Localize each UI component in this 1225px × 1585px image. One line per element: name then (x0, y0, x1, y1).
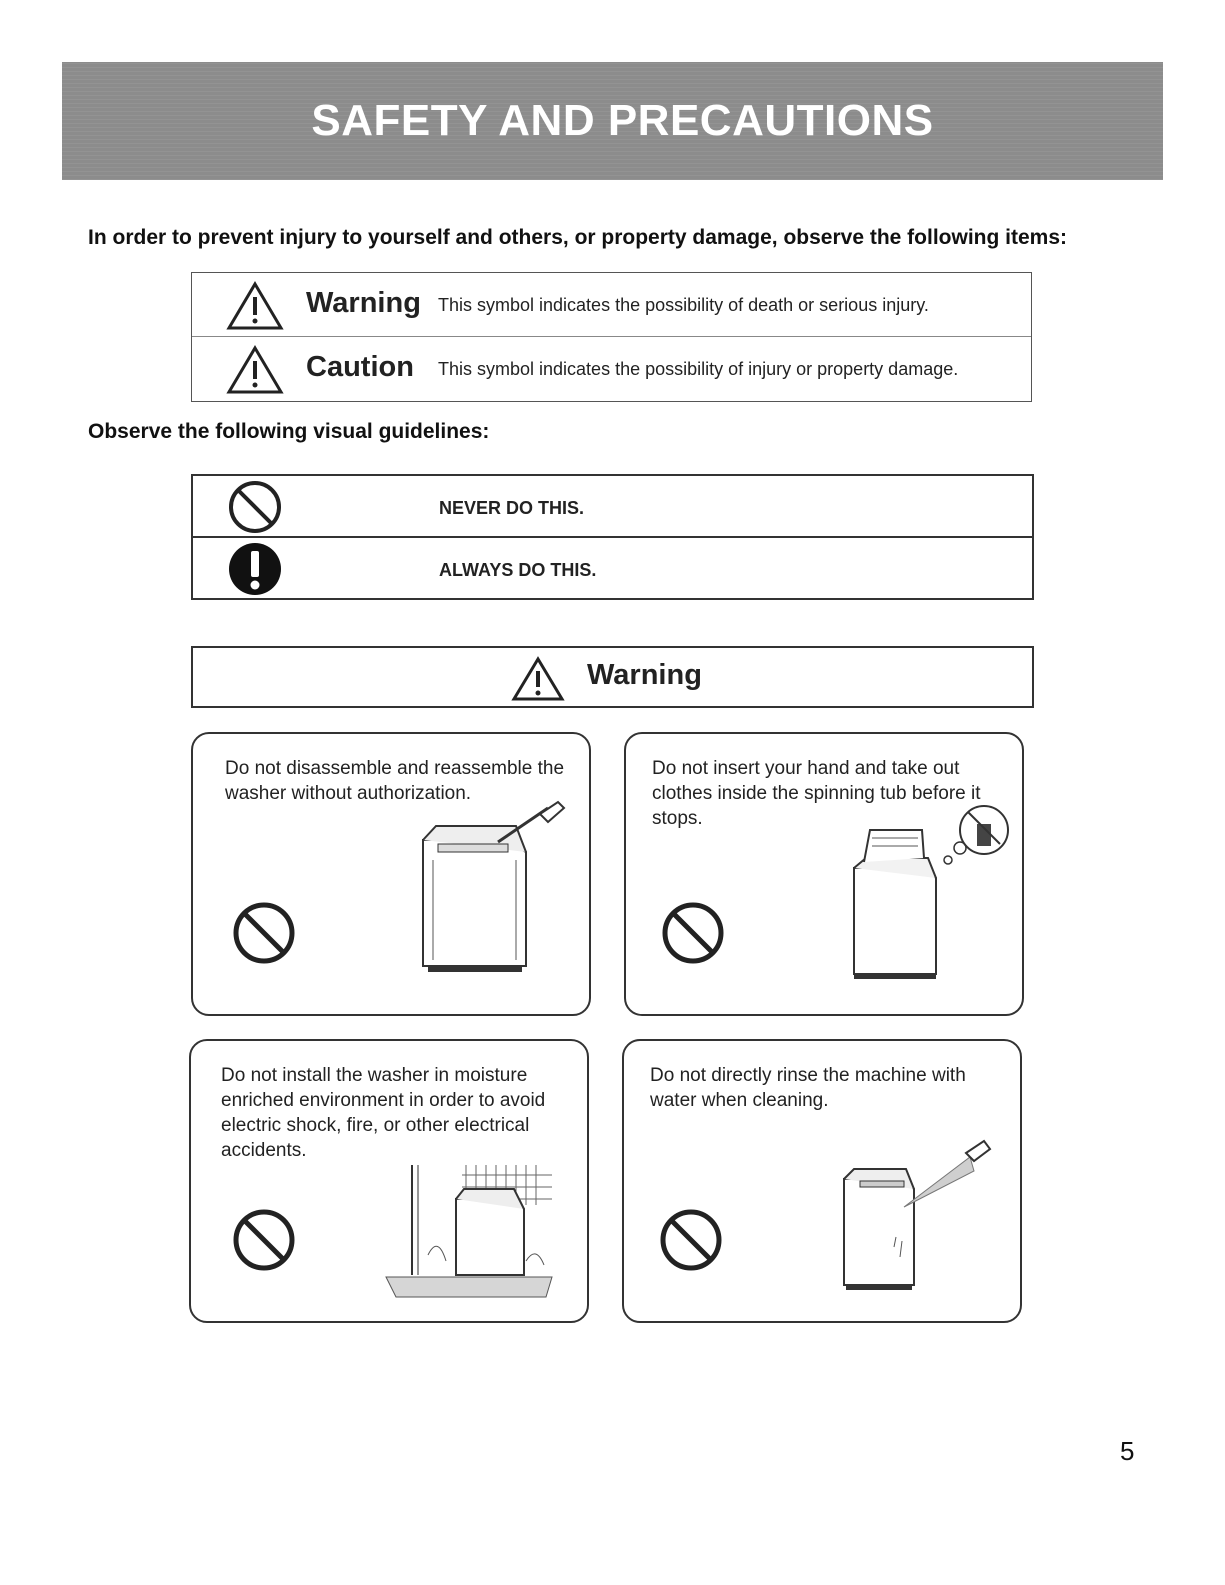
guideline-text: NEVER DO THIS. (439, 498, 585, 518)
warning-triangle-icon (511, 656, 565, 702)
warning-card (624, 732, 1024, 1016)
card-text: Do not install the washer in moisture enriched environment in order to avoid electric shock, fire, or other electrical accidents. (221, 1065, 546, 1161)
legend-word: Warning (306, 287, 421, 319)
washer-illustration (376, 1165, 556, 1305)
title-banner (62, 62, 1163, 180)
intro-text: In order to prevent injury to yourself and others, or property damage, observe the following items: (88, 226, 1067, 249)
warning-section-header (191, 646, 1034, 708)
warning-card (622, 1039, 1022, 1323)
washer-illustration (408, 800, 568, 980)
warning-triangle-icon (226, 281, 284, 331)
guideline-row-always (193, 538, 1032, 598)
caution-triangle-icon (226, 345, 284, 395)
guidelines-heading: Observe the following visual guidelines: (88, 420, 490, 443)
guideline-row-never (193, 476, 1032, 538)
legend-description: This symbol indicates the possibility of death or serious injury. (438, 295, 929, 315)
section-title: Warning (587, 659, 702, 691)
page-title: SAFETY AND PRECAUTIONS (311, 96, 934, 145)
prohibited-icon (660, 900, 726, 966)
symbol-legend (191, 272, 1032, 402)
guideline-text: ALWAYS DO THIS. (439, 560, 597, 580)
legend-description: This symbol indicates the possibility of injury or property damage. (438, 359, 959, 379)
card-text: Do not directly rinse the machine with water when cleaning. (650, 1065, 966, 1111)
visual-guidelines (191, 474, 1034, 600)
prohibited-icon (231, 900, 297, 966)
mandatory-icon (227, 541, 283, 597)
warning-card (191, 732, 591, 1016)
card-text: Do not insert your hand and take out clothes inside the spinning tub before it stops. (652, 758, 981, 829)
legend-row-warning (192, 273, 1031, 337)
warning-card (189, 1039, 589, 1323)
legend-word: Caution (306, 351, 414, 383)
legend-row-caution (192, 337, 1031, 400)
washer-illustration (834, 1137, 994, 1297)
prohibited-icon (658, 1207, 724, 1273)
page-number: 5 (1120, 1436, 1135, 1466)
prohibited-icon (231, 1207, 297, 1273)
prohibited-icon (227, 479, 283, 535)
card-text: Do not disassemble and reassemble the washer without authorization. (225, 758, 565, 804)
washer-illustration (836, 800, 1016, 980)
